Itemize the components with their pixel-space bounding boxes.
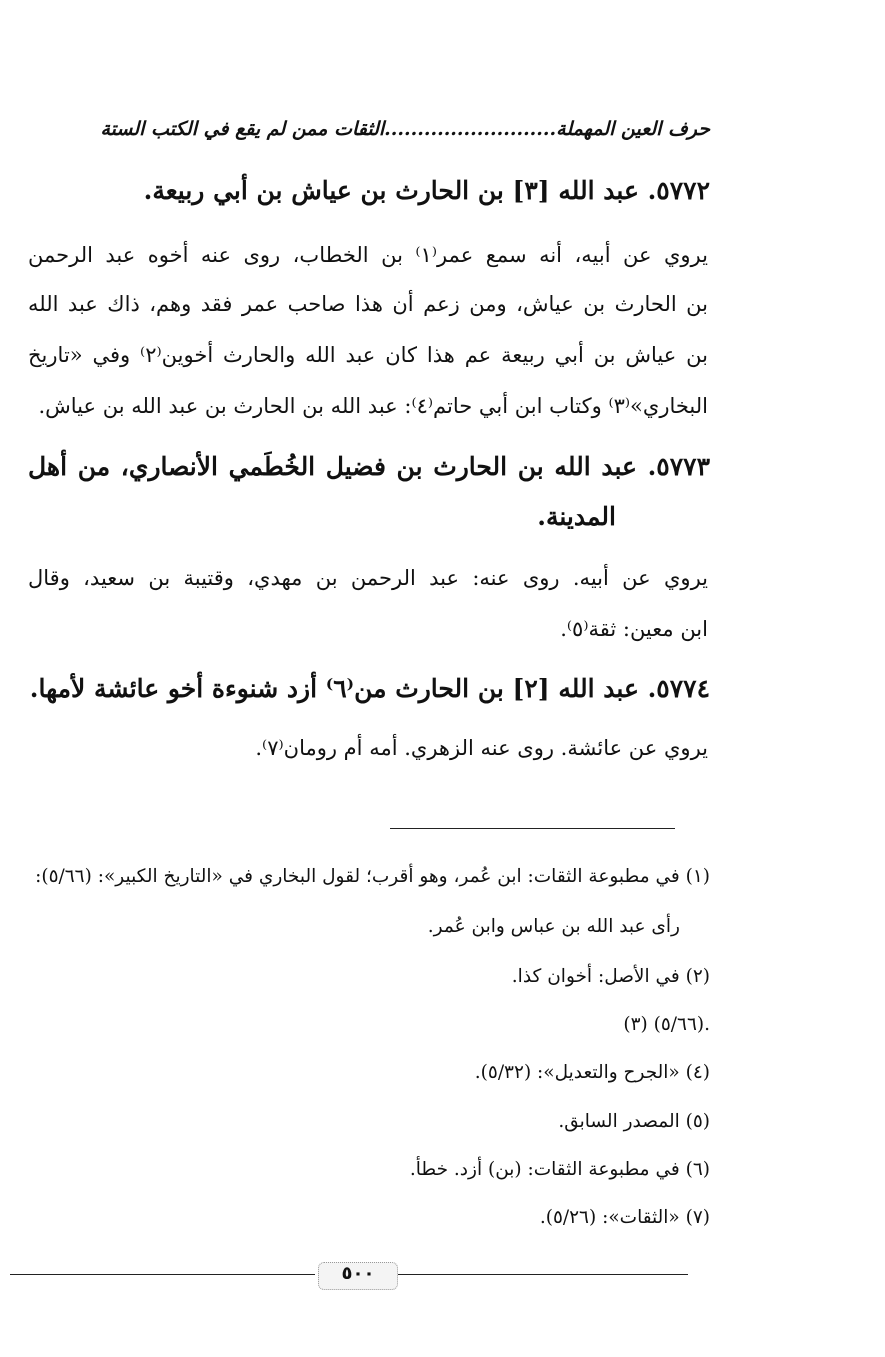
footnote-7: (٧) «الثقات»: (٥/٢٦). — [539, 1207, 710, 1228]
entry-5773-line: يروي عن أبيه. روى عنه: عبد الرحمن بن مهدي، وقتيبة بن سعيد، وقال — [28, 566, 708, 590]
bottom-rule-left — [10, 1274, 315, 1275]
running-header: حرف العين المهملة..........................الثقات ممن لم يقع في الكتب الستة — [100, 118, 710, 140]
footnote-5: (٥) المصدر السابق. — [558, 1111, 710, 1132]
footnote-2: (٢) في الأصل: أخوان كذا. — [511, 966, 710, 987]
entry-5773-title-cont: المدينة. — [537, 502, 616, 531]
entry-5772-line: بن الحارث بن عياش، ومن زعم أن هذا صاحب عمر فقد وهم، ذاك عبد الله — [28, 292, 708, 316]
entry-5774-line: يروي عن عائشة. روى عنه الزهري. أمه أم رومان⁽٧⁾. — [255, 736, 708, 760]
footnote-3: (٣) (٥/٦٦). — [623, 1014, 710, 1035]
footnote-6: (٦) في مطبوعة الثقات: (بن) أزد. خطأ. — [409, 1159, 710, 1180]
entry-5772-line: البخاري»⁽٣⁾ وكتاب ابن أبي حاتم⁽٤⁾: عبد الله بن الحارث بن عبد الله بن عياش. — [38, 394, 708, 418]
entry-5772-line: يروي عن أبيه، أنه سمع عمر⁽١⁾ بن الخطاب، روى عنه أخوه عبد الرحمن — [28, 243, 708, 267]
entry-5773-title: ٥٧٧٣. عبد الله بن الحارث بن فضيل الخُطَمي الأنصاري، من أهل — [28, 452, 710, 481]
entry-5772-line: بن عياش بن أبي ربيعة عم هذا كان عبد الله والحارث أخوين⁽٢⁾ وفي «تاريخ — [28, 343, 708, 367]
entry-5772-title: ٥٧٧٢. عبد الله [٣] بن الحارث بن عياش بن أبي ربيعة. — [143, 176, 710, 205]
footnote-separator — [390, 828, 675, 829]
footnote-4: (٤) «الجرح والتعديل»: (٥/٣٢). — [474, 1062, 710, 1083]
page-number: ٥٠٠ — [318, 1262, 398, 1290]
footnote-1-cont: رأى عبد الله بن عباس وابن عُمر. — [427, 916, 680, 937]
footnote-1: (١) في مطبوعة الثقات: ابن عُمر، وهو أقرب؛ لقول البخاري في «التاريخ الكبير»: (٥/٦٦): — [35, 866, 710, 887]
bottom-rule-right — [398, 1274, 688, 1275]
entry-5774-title: ٥٧٧٤. عبد الله [٢] بن الحارث من⁽٦⁾ أزد شنوءة أخو عائشة لأمها. — [29, 674, 710, 703]
entry-5773-line: ابن معين: ثقة⁽٥⁾. — [560, 617, 708, 641]
